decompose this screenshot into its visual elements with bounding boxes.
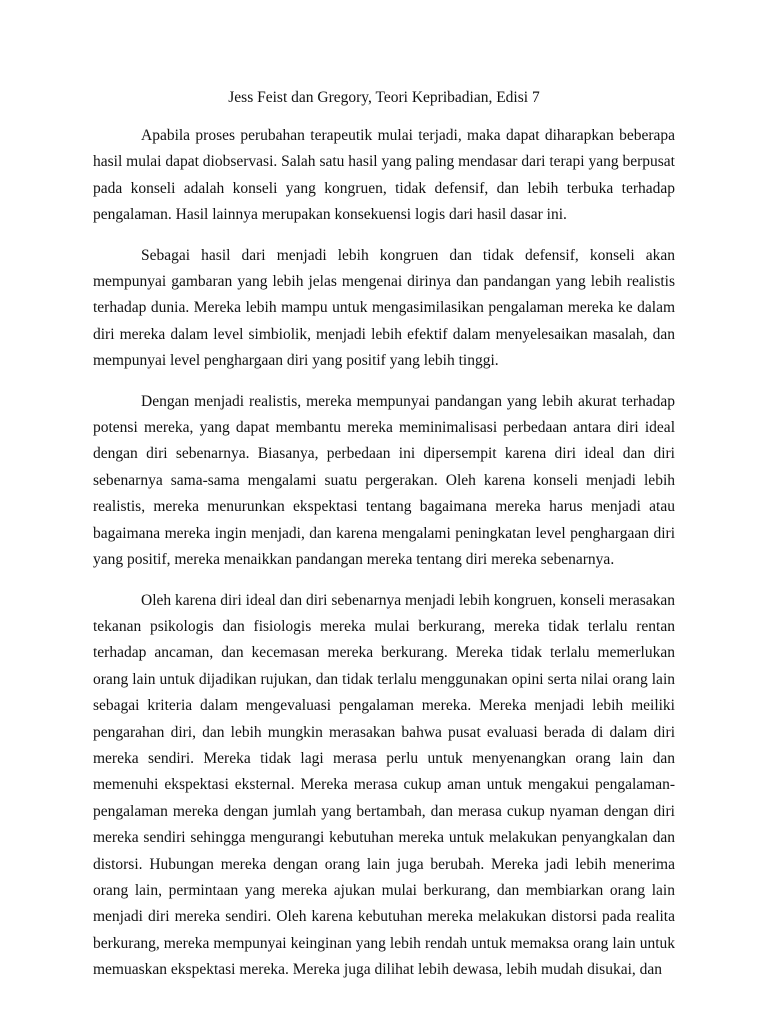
page-header: Jess Feist dan Gregory, Teori Kepribadian, Edisi 7 <box>228 89 540 106</box>
paragraph-2: Sebagai hasil dari menjadi lebih kongruen dan tidak defensif, konseli akan mempunyai gambaran yang lebih jelas mengenai dirinya dan pandangan yang lebih realistis terhadap dunia. Mereka lebih mampu untuk mengasimilasikan pengalaman mereka ke dalam diri mereka dalam level simbiolik, menjadi lebih efektif dalam menyelesaikan masalah, dan mempunyai level penghargaan diri yang positif yang lebih tinggi. <box>93 246 675 370</box>
document-page <box>93 86 675 998</box>
paragraph-4: Oleh karena diri ideal dan diri sebenarnya menjadi lebih kongruen, konseli merasakan tekanan psikologis dan fisiologis mereka mulai berkurang, mereka tidak terlalu rentan terhadap ancaman, dan kecemasan mereka berkurang. Mereka tidak terlalu memerlukan orang lain untuk dijadikan rujukan, dan tidak terlalu menggunakan opini serta nilai orang lain sebagai kriteria dalam mengevaluasi pengalaman mereka. Mereka menjadi lebih meiliki pengarahan diri, dan lebih mungkin merasakan bahwa pusat evaluasi berada di dalam diri mereka sendiri. Mereka tidak lagi merasa perlu untuk menyenangkan orang lain dan memenuhi ekspektasi eksternal. Mereka merasa cukup aman untuk mengakui pengalaman-pengalaman mereka dengan jumlah yang bertambah, dan merasa cukup nyaman dengan diri mereka sendiri sehingga mengurangi kebutuhan mereka untuk melakukan penyangkalan dan distorsi. Hubungan mereka dengan orang lain juga berubah. Mereka jadi lebih menerima orang lain, permintaan yang mereka ajukan mulai berkurang, dan membiarkan orang lain menjadi diri mereka sendiri. Oleh karena kebutuhan mereka melakukan distorsi pada realita berkurang, mereka mempunyai keinginan yang lebih rendah untuk memaksa orang lain untuk memuaskan ekspektasi mereka. Mereka juga dilihat lebih dewasa, lebih mudah disukai, dan <box>93 591 675 979</box>
paragraph-3: Dengan menjadi realistis, mereka mempunyai pandangan yang lebih akurat terhadap potensi mereka, yang dapat membantu mereka meminimalisasi perbedaan antara diri ideal dengan diri sebenarnya. Biasanya, perbedaan ini dipersempit karena diri ideal dan diri sebenarnya sama-sama mengalami suatu pergerakan. Oleh karena konseli menjadi lebih realistis, mereka menurunkan ekspektasi tentang bagaimana mereka harus menjadi atau bagaimana mereka ingin menjadi, dan karena mengalami peningkatan level penghargaan diri yang positif, mereka menaikkan pandangan mereka tentang diri mereka sebenarnya. <box>93 392 675 569</box>
paragraph-1: Apabila proses perubahan terapeutik mulai terjadi, maka dapat diharapkan beberapa hasil mulai dapat diobservasi. Salah satu hasil yang paling mendasar dari terapi yang berpusat pada konseli adalah konseli yang kongruen, tidak defensif, dan lebih terbuka terhadap pengalaman. Hasil lainnya merupakan konsekuensi logis dari hasil dasar ini. <box>93 127 675 224</box>
